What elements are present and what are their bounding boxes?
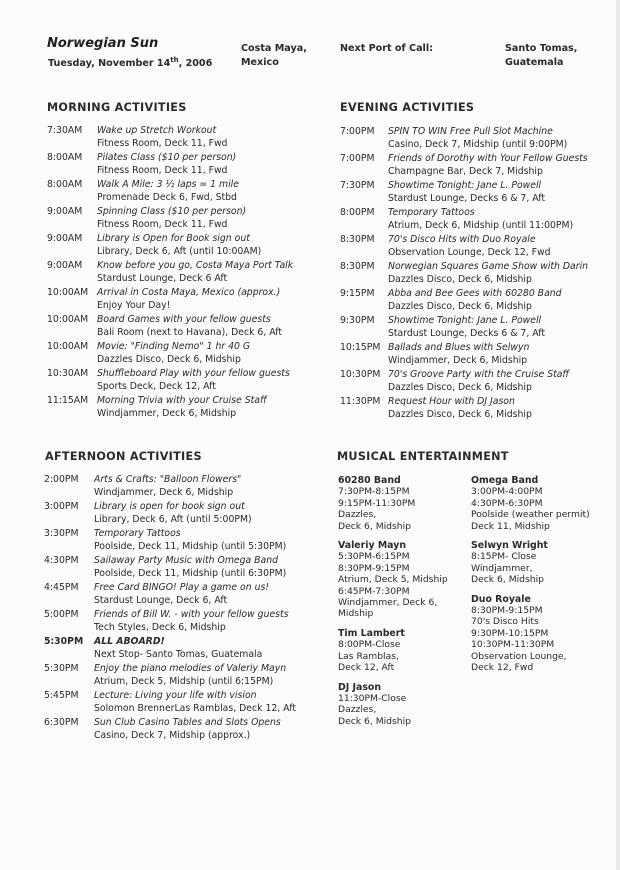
music-heading: MUSICAL ENTERTAINMENT — [337, 450, 509, 463]
activity-item — [47, 368, 327, 395]
activity-item — [44, 663, 329, 690]
activity-item — [47, 233, 327, 260]
music-column-left — [338, 475, 448, 735]
activity-title: Temporary Tattoos — [388, 207, 475, 218]
date-ordinal: th — [170, 56, 179, 64]
activity-location: Poolside, Deck 11, Midship (until 5:30PM) — [94, 541, 287, 552]
activity-time: 5:00PM — [44, 609, 79, 620]
music-act-name: 60280 Band — [338, 475, 401, 486]
activity-item — [340, 342, 610, 369]
music-act-detail: Observation Lounge, — [471, 650, 567, 662]
activity-title: Temporary Tattoos — [94, 528, 181, 539]
activity-location: Atrium, Deck 5, Midship (until 6:15PM) — [94, 676, 274, 687]
activity-title: Norwegian Squares Game Show with Darin — [388, 261, 589, 272]
activity-item — [44, 501, 329, 528]
activity-title: SPIN TO WIN Free Pull Slot Machine — [388, 126, 553, 137]
music-act — [338, 682, 448, 728]
activity-time: 3:30PM — [44, 528, 79, 539]
activity-time: 7:30PM — [340, 180, 375, 191]
activity-title: Arrival in Costa Maya, Mexico (approx.) — [97, 287, 281, 298]
music-act-name: Omega Band — [471, 475, 539, 486]
activity-title: Spinning Class ($10 per person) — [97, 206, 247, 217]
activity-title: Library is Open for Book sign out — [97, 233, 250, 244]
afternoon-heading: AFTERNOON ACTIVITIES — [45, 450, 202, 463]
morning-activity-list — [47, 125, 327, 422]
activity-item — [340, 369, 610, 396]
activity-title: ALL ABOARD! — [94, 636, 165, 647]
activity-time: 4:45PM — [44, 582, 79, 593]
activity-location: Casino, Deck 7, Midship (until 9:00PM) — [388, 139, 568, 150]
activity-location: Champagne Bar, Deck 7, Midship — [388, 166, 543, 177]
activity-location: Dazzles Disco, Deck 6, Midship — [97, 354, 241, 365]
activity-time: 2:00PM — [44, 474, 79, 485]
activity-time: 10:00AM — [47, 341, 89, 352]
current-port-line1: Costa Maya, — [241, 43, 307, 54]
music-act-detail: 5:30PM-6:15PM — [338, 551, 410, 563]
activity-location: Stardust Lounge, Decks 6 & 7, Aft — [388, 328, 546, 339]
activity-item — [47, 152, 327, 179]
page-edge-shadow — [616, 0, 620, 870]
music-act-detail: 11:30PM-Close — [338, 692, 407, 704]
activity-location: Fitness Room, Deck 11, Fwd — [97, 219, 228, 230]
activity-time: 5:30PM — [44, 663, 79, 674]
activity-location: Library, Deck 6, Aft (until 5:00PM) — [94, 514, 252, 525]
activity-title: Abba and Bee Gees with 60280 Band — [388, 288, 562, 299]
afternoon-activity-list — [44, 474, 329, 744]
music-act-detail: Deck 12, Fwd — [471, 662, 534, 674]
activity-time: 8:00AM — [47, 152, 83, 163]
activity-title: Shuffleboard Play with your fellow guests — [97, 368, 290, 379]
activity-location: Windjammer, Deck 6, Midship — [94, 487, 234, 498]
activity-location: Next Stop- Santo Tomas, Guatemala — [94, 649, 263, 660]
activity-title: Morning Trivia with your Cruise Staff — [97, 395, 267, 406]
activity-location: Observation Lounge, Deck 12, Fwd — [388, 247, 551, 258]
music-act — [338, 475, 448, 532]
music-act-detail: Windjammer, Deck 6, — [338, 597, 438, 609]
activity-title: Wake up Stretch Workout — [97, 125, 217, 136]
activity-item — [340, 153, 610, 180]
activity-time: 9:00AM — [47, 260, 83, 271]
music-act — [338, 628, 448, 674]
evening-heading: EVENING ACTIVITIES — [340, 101, 475, 114]
activity-item — [44, 717, 329, 744]
music-act-detail: 3:00PM-4:00PM — [471, 486, 543, 498]
activity-item — [44, 609, 329, 636]
activity-time: 7:00PM — [340, 153, 375, 164]
activity-title: Ballads and Blues with Selwyn — [388, 342, 530, 353]
music-act-detail: 4:30PM-6:30PM — [471, 497, 543, 509]
activity-time: 8:30PM — [340, 234, 375, 245]
music-act-detail: Windjammer, — [471, 562, 533, 574]
activity-location: Windjammer, Deck 6, Midship — [97, 408, 237, 419]
activity-item — [44, 528, 329, 555]
activity-item — [47, 206, 327, 233]
music-act — [471, 475, 590, 532]
activity-item — [44, 582, 329, 609]
evening-activity-list — [340, 126, 610, 423]
activity-time: 11:15AM — [47, 395, 89, 406]
activity-time: 4:30PM — [44, 555, 79, 566]
date-text: Tuesday, November 14 — [48, 58, 171, 70]
activity-location: Stardust Lounge, Decks 6 & 7, Aft — [388, 193, 546, 204]
activity-location: Sports Deck, Deck 12, Aft — [97, 381, 216, 392]
activity-location: Fitness Room, Deck 11, Fwd — [97, 165, 228, 176]
music-act-detail: Deck 12, Aft — [338, 662, 395, 674]
music-act-detail: Dazzles, — [338, 704, 377, 716]
activity-item — [340, 396, 610, 423]
activity-location: Dazzles Disco, Deck 6, Midship — [388, 409, 532, 420]
activity-location: Bali Room (next to Havana), Deck 6, Aft — [97, 327, 283, 338]
activity-title: Request Hour with DJ Jason — [388, 396, 515, 407]
music-act-name: Tim Lambert — [338, 627, 405, 639]
activity-title: Friends of Dorothy with Your Fellow Guests — [388, 153, 588, 164]
date-year: , 2006 — [178, 58, 213, 70]
activity-item — [47, 125, 327, 152]
activity-location: Enjoy Your Day! — [97, 300, 171, 311]
activity-time: 8:00PM — [340, 207, 375, 218]
activity-item — [340, 126, 610, 153]
activity-time: 7:30AM — [47, 125, 83, 136]
activity-title: Pilates Class ($10 per person) — [97, 152, 237, 163]
activity-location: Dazzles Disco, Deck 6, Midship — [388, 301, 532, 312]
activity-title: 70's Disco Hits with Duo Royale — [388, 234, 536, 245]
activity-title: Lecture: Living your life with vision — [94, 690, 257, 701]
activity-item — [340, 180, 610, 207]
music-act-detail: Las Ramblas, — [338, 650, 399, 662]
next-port-line2: Guatemala — [505, 57, 564, 68]
activity-time: 3:00PM — [44, 501, 79, 512]
music-act-detail: 7:30PM-8:15PM — [338, 486, 410, 498]
music-act — [471, 594, 590, 674]
music-act-name: Selwyn Wright — [471, 540, 548, 552]
activity-time: 10:30PM — [340, 369, 381, 380]
activity-item — [44, 636, 329, 663]
current-port-line2: Mexico — [241, 57, 279, 68]
music-act-detail: Poolside (weather permit) — [471, 509, 590, 521]
activity-location: Atrium, Deck 6, Midship (until 11:00PM) — [388, 220, 574, 231]
activity-item — [47, 314, 327, 341]
music-act-detail: Deck 6, Midship — [338, 715, 412, 727]
activity-title: Free Card BINGO! Play a game on us! — [94, 582, 270, 593]
activity-title: Sailaway Party Music with Omega Band — [94, 555, 279, 566]
activity-item — [44, 690, 329, 717]
activity-title: Showtime Tonight: Jane L. Powell — [388, 315, 542, 326]
next-port-line1: Santo Tomas, — [505, 43, 578, 54]
music-act — [338, 540, 448, 620]
morning-heading: MORNING ACTIVITIES — [47, 101, 187, 114]
activity-time: 7:00PM — [340, 126, 375, 137]
activity-time: 5:30PM — [44, 636, 84, 647]
activity-time: 9:15PM — [340, 288, 375, 299]
activity-location: Tech Styles, Deck 6, Midship — [94, 622, 226, 633]
music-act-detail: Atrium, Deck 5, Midship — [338, 574, 448, 586]
music-act-name: Duo Royale — [471, 593, 531, 605]
music-act-detail: 8:00PM-Close — [338, 639, 401, 651]
activity-time: 10:00AM — [47, 287, 89, 298]
activity-title: Library is open for book sign out — [94, 501, 245, 512]
activity-item — [340, 234, 610, 261]
activity-title: Sun Club Casino Tables and Slots Opens — [94, 717, 281, 728]
activity-title: Movie: "Finding Nemo" 1 hr 40 G — [97, 341, 251, 352]
activity-location: Stardust Lounge, Deck 6 Aft — [97, 273, 228, 284]
music-act-detail: 10:30PM-11:30PM — [471, 639, 555, 651]
activity-item — [340, 315, 610, 342]
activity-title: 70's Groove Party with the Cruise Staff — [388, 369, 570, 380]
activity-title: Arts & Crafts: "Balloon Flowers" — [94, 474, 242, 485]
activity-item — [44, 474, 329, 501]
music-act-detail: Midship — [338, 608, 374, 620]
activity-title: Know before you go, Costa Maya Port Talk — [97, 260, 294, 271]
activity-item — [340, 207, 610, 234]
activity-title: Friends of Bill W. - with your fellow guests — [94, 609, 289, 620]
music-act-detail: 9:30PM-10:15PM — [471, 627, 549, 639]
music-act-detail: 8:30PM-9:15PM — [338, 562, 410, 574]
activity-time: 9:00AM — [47, 206, 83, 217]
activity-time: 11:30PM — [340, 396, 381, 407]
music-column-right — [471, 475, 590, 682]
music-act-name: DJ Jason — [338, 681, 382, 693]
activity-time: 5:45PM — [44, 690, 79, 701]
activity-item — [47, 260, 327, 287]
activity-location: Stardust Lounge, Deck 6, Aft — [94, 595, 228, 606]
ship-name: Norwegian Sun — [47, 36, 159, 51]
activity-time: 9:30PM — [340, 315, 375, 326]
schedule-date — [48, 56, 212, 69]
activity-location: Solomon BrennerLas Ramblas, Deck 12, Aft — [94, 703, 296, 714]
music-act — [471, 540, 590, 586]
music-act-detail: Deck 6, Midship — [471, 574, 545, 586]
music-act-detail: Dazzles, — [338, 509, 377, 521]
activity-location: Dazzles Disco, Deck 6, Midship — [388, 274, 532, 285]
activity-item — [47, 395, 327, 422]
activity-time: 8:00AM — [47, 179, 83, 190]
activity-item — [47, 287, 327, 314]
activity-title: Enjoy the piano melodies of Valeriy Mayn — [94, 663, 287, 674]
activity-location: Windjammer, Deck 6, Midship — [388, 355, 528, 366]
activity-location: Dazzles Disco, Deck 6, Midship — [388, 382, 532, 393]
activity-time: 8:30PM — [340, 261, 375, 272]
activity-item — [44, 555, 329, 582]
activity-location: Promenade Deck 6, Fwd, Stbd — [97, 192, 237, 203]
activity-time: 10:30AM — [47, 368, 89, 379]
music-act-detail: 6:45PM-7:30PM — [338, 585, 410, 597]
activity-time: 10:15PM — [340, 342, 381, 353]
music-act-detail: 8:15PM- Close — [471, 551, 537, 563]
activity-time: 10:00AM — [47, 314, 89, 325]
activity-title: Showtime Tonight: Jane L. Powell — [388, 180, 542, 191]
music-act-detail: 8:30PM-9:15PM — [471, 605, 543, 617]
activity-time: 6:30PM — [44, 717, 79, 728]
music-act-detail: 9:15PM-11:30PM — [338, 497, 416, 509]
activity-location: Casino, Deck 7, Midship (approx.) — [94, 730, 251, 741]
activity-title: Board Games with your fellow guests — [97, 314, 271, 325]
activity-item — [47, 341, 327, 368]
music-act-detail: Deck 6, Midship — [338, 520, 412, 532]
activity-item — [47, 179, 327, 206]
activity-location: Library, Deck 6, Aft (until 10:00AM) — [97, 246, 262, 257]
music-act-name: Valeriy Mayn — [338, 540, 407, 552]
activity-time: 9:00AM — [47, 233, 83, 244]
activity-item — [340, 288, 610, 315]
activity-location: Fitness Room, Deck 11, Fwd — [97, 138, 228, 149]
activity-location: Poolside, Deck 11, Midship (until 6:30PM) — [94, 568, 287, 579]
next-port-label: Next Port of Call: — [340, 43, 433, 54]
music-act-detail: 70's Disco Hits — [471, 616, 539, 628]
music-act-detail: Deck 11, Midship — [471, 520, 550, 532]
activity-item — [340, 261, 610, 288]
activity-title: Walk A Mile: 3 ½ laps = 1 mile — [97, 179, 239, 190]
